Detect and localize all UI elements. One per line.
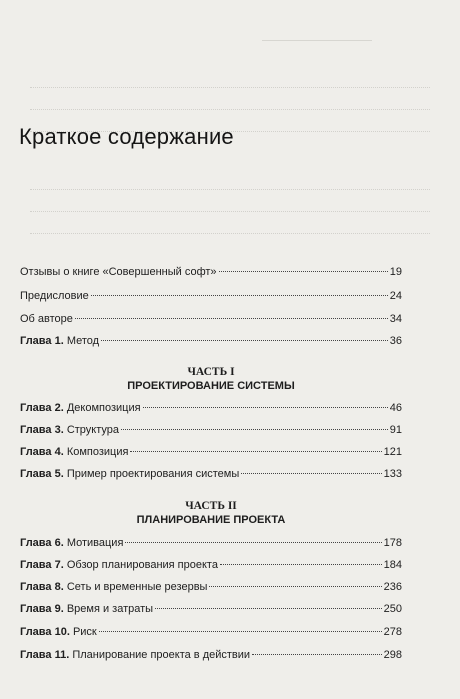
entry-page: 19 <box>389 266 402 278</box>
toc-entry-chapter <box>20 424 402 440</box>
chapter-number: Глава 3. <box>20 424 64 436</box>
toc-entry-chapter <box>20 402 402 418</box>
toc-entry-chapter <box>20 335 402 351</box>
entry-label: Композиция <box>66 446 129 458</box>
dot-leader <box>125 542 381 543</box>
part-heading <box>20 499 402 527</box>
entry-label: Мотивация <box>66 537 124 549</box>
entry-page: 91 <box>389 424 402 436</box>
chapter-number: Глава 2. <box>20 402 64 414</box>
entry-page: 24 <box>389 290 402 302</box>
dot-leader <box>99 631 382 632</box>
chapter-number: Глава 8. <box>20 581 64 593</box>
entry-page: 34 <box>389 313 402 325</box>
entry-label: Предисловие <box>20 290 89 302</box>
part-number: ЧАСТЬ II <box>185 500 237 512</box>
dot-leader <box>121 429 388 430</box>
dot-leader <box>75 318 388 319</box>
entry-label: Декомпозиция <box>66 402 141 414</box>
chapter-number: Глава 9. <box>20 603 64 615</box>
entry-page: 46 <box>389 402 402 414</box>
dot-leader <box>143 407 388 408</box>
dot-leader <box>220 564 382 565</box>
dot-leader <box>209 586 381 587</box>
part-title: ПЛАНИРОВАНИЕ ПРОЕКТА <box>136 514 286 526</box>
toc-entry <box>20 266 402 282</box>
toc-entry <box>20 290 402 306</box>
dot-leader <box>252 654 382 655</box>
toc-entry <box>20 313 402 329</box>
toc-entry-chapter <box>20 581 402 597</box>
dot-leader <box>219 271 388 272</box>
dot-leader <box>91 295 388 296</box>
entry-label: Обзор планирования проекта <box>66 559 218 571</box>
chapter-number: Глава 5. <box>20 468 64 480</box>
entry-page: 278 <box>383 626 402 638</box>
entry-label: Пример проектирования системы <box>66 468 240 480</box>
toc-entry-chapter <box>20 649 402 665</box>
entry-label: Структура <box>66 424 120 436</box>
chapter-number: Глава 11. <box>20 649 70 661</box>
chapter-number: Глава 10. <box>20 626 70 638</box>
toc-entry-chapter <box>20 537 402 553</box>
toc-entry-chapter <box>20 468 402 484</box>
entry-page: 184 <box>383 559 402 571</box>
chapter-number: Глава 7. <box>20 559 64 571</box>
entry-page: 121 <box>383 446 402 458</box>
dot-leader <box>155 608 382 609</box>
part-number: ЧАСТЬ I <box>187 366 235 378</box>
entry-page: 236 <box>383 581 402 593</box>
entry-page: 250 <box>383 603 402 615</box>
entry-label: Риск <box>72 626 97 638</box>
entry-label: Планирование проекта в действии <box>72 649 251 661</box>
dot-leader <box>101 340 388 341</box>
toc-entry-chapter <box>20 603 402 619</box>
entry-page: 298 <box>383 649 402 661</box>
chapter-number: Глава 6. <box>20 537 64 549</box>
entry-label: Отзывы о книге «Совершенный софт» <box>20 266 217 278</box>
dot-leader <box>130 451 381 452</box>
toc-entry-chapter <box>20 626 402 642</box>
entry-label: Об авторе <box>20 313 73 325</box>
part-heading <box>20 365 402 393</box>
chapter-number: Глава 1. <box>20 335 64 347</box>
entry-label: Метод <box>66 335 100 347</box>
chapter-number: Глава 4. <box>20 446 64 458</box>
entry-page: 36 <box>389 335 402 347</box>
page-title: Краткое содержание <box>19 124 234 149</box>
part-title: ПРОЕКТИРОВАНИЕ СИСТЕМЫ <box>127 380 295 392</box>
entry-label: Время и затраты <box>66 603 154 615</box>
entry-page: 133 <box>383 468 402 480</box>
dot-leader <box>241 473 381 474</box>
toc-entry-chapter <box>20 559 402 575</box>
toc-entry-chapter <box>20 446 402 462</box>
entry-label: Сеть и временные резервы <box>66 581 208 593</box>
entry-page: 178 <box>383 537 402 549</box>
